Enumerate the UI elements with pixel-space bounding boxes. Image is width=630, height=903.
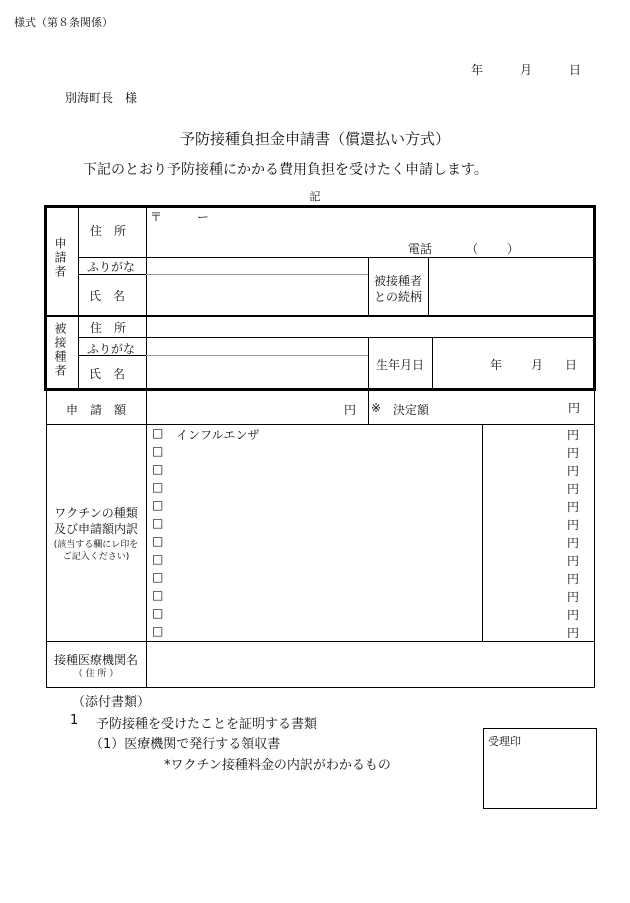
phone-label: 電話 [408,242,433,256]
attachment-item1-number: 1 [70,713,79,728]
applicant-vaccinee-block [44,205,596,391]
vaccine-checkbox[interactable]: □ [152,444,164,458]
vaccine-checkbox[interactable]: □ [152,462,164,476]
vaccine-yen: 円 [567,590,580,604]
dob-year: 年 [490,358,503,372]
attachments-heading: （添付書類） [72,695,151,710]
vaccine-yen: 円 [567,626,580,640]
vaccine-yen: 円 [567,464,580,478]
postal-dash: ー [197,210,210,224]
institution-label: 接種医療機関名 [53,653,138,667]
page-title: 予防接種負担金申請書（償還払い方式） [179,130,450,148]
applicant-section-label: 申請者 [53,237,67,279]
vaccine-checkbox[interactable]: □ [152,552,164,566]
date-day: 日 [569,63,582,77]
postal-mark: 〒 [150,210,163,224]
dob-label: 生年月日 [375,358,424,372]
vaccine-yen: 円 [567,482,580,496]
attachment-item1-text: 予防接種を受けたことを証明する書類 [96,717,318,732]
vaccine-checkbox[interactable]: □ [152,588,164,602]
receipt-stamp-label: 受理印 [488,735,521,748]
applicant-address-label: 住 所 [90,224,127,238]
vaccine-name: インフルエンザ [176,428,260,442]
attachment-item1-sub: （1）医療機関で発行する領収書 [90,737,281,752]
dob-month: 月 [531,358,544,372]
vaccine-checkbox[interactable]: □ [152,534,164,548]
vaccinee-furigana-label: ふりがな [87,342,136,356]
vaccine-yen: 円 [567,428,580,442]
vaccine-checkbox[interactable]: □ [152,624,164,638]
recipient: 別海町長 様 [65,91,138,105]
vaccine-checkbox[interactable]: □ [152,426,164,440]
intro-text: 下記のとおり予防接種にかかる費用負担を受けたく申請します。 [83,162,488,178]
dob-day: 日 [565,358,578,372]
vaccinee-name-label: 氏 名 [89,367,126,381]
institution-sub-label: （ 住 所 ） [73,669,119,679]
vaccine-checkbox[interactable]: □ [152,570,164,584]
relation-label-2: との続柄 [373,290,422,304]
vaccine-checkbox[interactable]: □ [152,606,164,620]
attachment-item1-note: *ワクチン接種料金の内訳がわかるもの [164,758,391,773]
applicant-name-label: 氏 名 [89,289,126,303]
vaccine-label-2: 及び申請額内訳 [53,522,138,536]
vaccinee-address-label: 住 所 [90,321,127,335]
vaccine-yen: 円 [567,572,580,586]
relation-label-1: 被接種者 [373,274,422,288]
vaccine-yen: 円 [567,446,580,460]
vaccine-yen: 円 [567,518,580,532]
decided-yen: 円 [568,401,581,415]
vaccine-list [146,424,594,641]
vaccinee-section-label: 被接種者 [53,322,67,378]
phone-paren-close: ） [507,242,520,256]
amount-label: 申 請 額 [65,403,126,417]
phone-paren-open: （ [466,242,479,256]
vaccine-note-1: (該当する欄にレ印を [53,540,139,550]
vaccine-yen: 円 [567,554,580,568]
date-month: 月 [520,63,533,77]
vaccine-note-2: ご記入ください) [62,552,130,562]
date-year: 年 [471,63,484,77]
decided-mark: ※ [371,401,382,415]
ki-label: 記 [309,190,321,203]
vaccine-yen: 円 [567,608,580,622]
vaccine-checkbox[interactable]: □ [152,516,164,530]
applicant-furigana-label: ふりがな [87,260,136,274]
decided-label: 決定額 [393,403,430,417]
vaccine-checkbox[interactable]: □ [152,480,164,494]
amount-yen: 円 [344,403,357,417]
vaccine-label-1: ワクチンの種類 [54,506,138,520]
vaccine-checkbox[interactable]: □ [152,498,164,512]
receipt-stamp-box [483,728,597,809]
form-number: 様式（第８条関係） [14,16,113,29]
vaccine-yen: 円 [567,500,580,514]
vaccine-yen: 円 [567,536,580,550]
